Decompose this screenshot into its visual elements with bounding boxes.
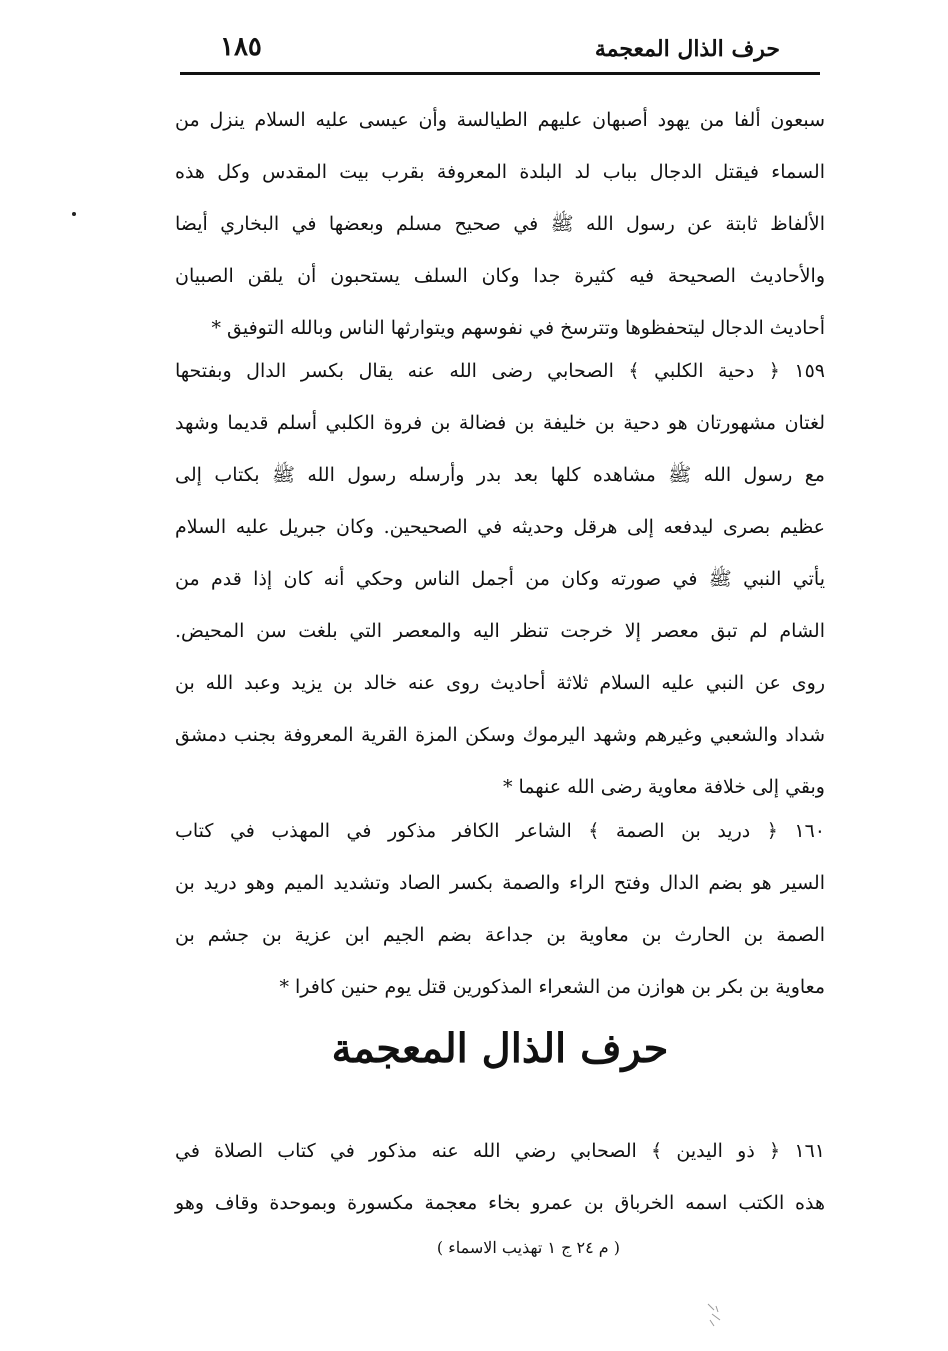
text-line: الصمة بن الحارث بن معاوية بن جداعة بضم الجيم ابن عزية بن جشم بن — [175, 924, 825, 946]
text-line: أحاديث الدجال ليتحفظوها وتترسخ في نفوسهم ويتوارثها الناس وبالله التوفيق * — [211, 317, 825, 339]
text-line: معاوية بن بكر بن هوازن من الشعراء المذكورين قتل يوم حنين كافرا * — [279, 976, 825, 998]
ink-speck — [704, 1300, 726, 1328]
text-line: السير هو بضم الدال وفتح الراء والصمة بكسر الصاد وتشديد الميم وهو دريد بن — [175, 872, 825, 894]
text-line: السماء فيقتل الدجال بباب لد البلدة المعروفة بقرب بيت المقدس وكل هذه — [175, 161, 825, 183]
text-line: يأتي النبي ﷺ في صورته وكان من أجمل الناس وحكي أنه كان إذا قدم من — [175, 568, 825, 590]
text-line: شداد والشعبي وغيرهم وشهد اليرموك وسكن المزة القرية المعروفة بجنب دمشق — [175, 724, 825, 746]
paragraph-dajjal-continuation — [175, 94, 825, 354]
text-line: روى عن النبي عليه السلام ثلاثة أحاديث روى عنه خالد بن يزيد وعبد الله بن — [175, 672, 825, 694]
entry-160-durayd — [175, 805, 825, 1013]
page-number: ١٨٥ — [220, 32, 262, 62]
header-rule — [180, 72, 820, 75]
text-line: ١٥٩ ﴿ دحية الكلبي ﴾ الصحابي رضى الله عنه يقال بكسر الدال وبفتحها — [175, 360, 825, 382]
margin-dot — [72, 212, 76, 216]
text-line: عظيم بصرى ليدفعه إلى هرقل وحديثه في الصحيحين. وكان جبريل عليه السلام — [175, 516, 825, 538]
text-line: ١٦٠ ﴿ دريد بن الصمة ﴾ الشاعر الكافر مذكور في المهذب في كتاب — [175, 820, 825, 842]
entry-159-dihya — [175, 345, 825, 813]
text-line: هذه الكتب اسمه الخرباق بن عمرو بخاء معجمة مكسورة وبموحدة وقاف وهو — [175, 1192, 825, 1214]
running-title: حرف الذال المعجمة — [594, 36, 780, 62]
text-line: والأحاديث الصحيحة فيه كثيرة جدا وكان السلف يستحبون أن يلقن الصبيان — [175, 265, 825, 287]
text-line: مع رسول الله ﷺ مشاهده كلها بعد بدر وأرسله رسول الله ﷺ بكتاب إلى — [175, 464, 825, 486]
text-line: وبقي إلى خلافة معاوية رضى الله عنهما * — [502, 776, 825, 798]
text-line: ١٦١ ﴿ ذو اليدين ﴾ الصحابي رضي الله عنه مذكور في كتاب الصلاة في — [175, 1140, 825, 1162]
text-line: الشام لم تبق معصر إلا خرجت تنظر اليه والمعصر التي بلغت سن المحيض. — [175, 620, 825, 642]
text-line: سبعون ألفا من يهود أصبهان عليهم الطيالسة وأن عيسى عليه السلام ينزل من — [175, 109, 825, 131]
section-title: حرف الذال المعجمة — [331, 1025, 669, 1072]
page-header — [180, 28, 820, 74]
entry-161-dhul-yadayn — [175, 1125, 825, 1229]
signature-footnote: ( م ٢٤ ج ١ تهذيب الاسماء ) — [436, 1238, 620, 1257]
text-line: الألفاظ ثابتة عن رسول الله ﷺ في صحيح مسلم وبعضها في البخاري أيضا — [175, 213, 825, 235]
text-line: لغتان مشهورتان هو دحية بن خليفة بن فضالة بن فروة الكلبي أسلم قديما وشهد — [175, 412, 825, 434]
